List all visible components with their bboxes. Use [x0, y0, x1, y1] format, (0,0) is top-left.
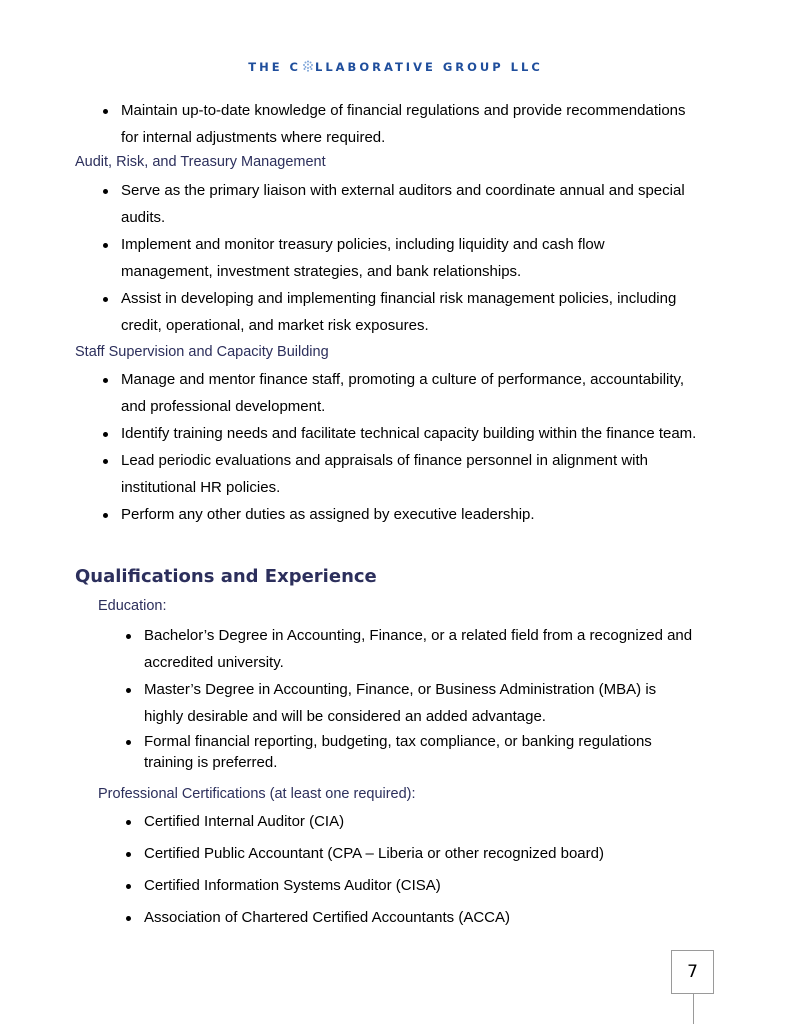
list-item — [121, 421, 696, 448]
bullet-icon — [126, 852, 131, 857]
list-item-text: audits. — [121, 208, 166, 226]
bullet-icon — [103, 243, 108, 248]
list-item-text: Lead periodic evaluations and appraisals of finance personnel in alignment with — [121, 452, 649, 469]
list-item — [144, 873, 441, 900]
list-item-text: Certified Public Accountant (CPA – Liberia or other recognized board) — [144, 845, 604, 862]
brand-name-left: THE C — [248, 60, 301, 74]
list-item-text: and professional development. — [121, 397, 326, 415]
list-item-text: Association of Chartered Certified Accountants (ACCA) — [144, 909, 510, 926]
list-item-text: highly desirable and will be considered an added advantage. — [144, 707, 546, 725]
list-item-text: Manage and mentor finance staff, promoting a culture of performance, accountability, — [121, 371, 685, 388]
list-item — [144, 905, 510, 932]
bullet-icon — [103, 109, 108, 114]
bullet-icon — [126, 916, 131, 921]
bullet-icon — [126, 884, 131, 889]
list-item — [121, 232, 605, 285]
list-item — [144, 623, 692, 676]
section-heading-staff: Staff Supervision and Capacity Building — [75, 344, 329, 360]
list-item-text: for internal adjustments where required. — [121, 128, 386, 146]
list-item-text: management, investment strategies, and bank relationships. — [121, 262, 522, 280]
list-item-text: training is preferred. — [144, 754, 278, 771]
bullet-icon — [103, 378, 108, 383]
list-item-text: credit, operational, and market risk exposures. — [121, 316, 429, 334]
list-item-text: Identify training needs and facilitate technical capacity building within the finance team. — [121, 425, 697, 442]
list-item-text: Maintain up-to-date knowledge of financial regulations and provide recommendations — [121, 102, 686, 119]
list-item-text: Formal financial reporting, budgeting, tax compliance, or banking regulations — [144, 733, 652, 750]
list-item — [121, 286, 676, 339]
bullet-icon — [103, 432, 108, 437]
bullet-icon — [103, 189, 108, 194]
list-item-text: Bachelor’s Degree in Accounting, Finance, or a related field from a recognized and — [144, 627, 693, 644]
page-number: 7 — [671, 950, 714, 994]
list-item-text: Master’s Degree in Accounting, Finance, or Business Administration (MBA) is — [144, 681, 657, 698]
list-item — [121, 502, 535, 529]
subsection-heading-education: Education: — [98, 598, 167, 614]
list-item-text: Serve as the primary liaison with external auditors and coordinate annual and special — [121, 182, 685, 199]
list-item-text: Implement and monitor treasury policies, including liquidity and cash flow — [121, 236, 605, 253]
list-item — [144, 841, 604, 868]
bullet-icon — [103, 297, 108, 302]
list-item-text: institutional HR policies. — [121, 478, 281, 496]
list-item-text: Certified Internal Auditor (CIA) — [144, 813, 345, 830]
document-header — [0, 60, 791, 74]
list-item-text: Assist in developing and implementing financial risk management policies, including — [121, 290, 677, 307]
list-item — [121, 367, 684, 420]
brand-name-right: LLABORATIVE GROUP LLC — [315, 60, 543, 74]
list-item-text: Certified Information Systems Auditor (CISA) — [144, 877, 441, 894]
list-item — [144, 677, 656, 730]
list-item — [144, 809, 344, 836]
bullet-icon — [126, 688, 131, 693]
bullet-icon — [126, 634, 131, 639]
page-number-divider — [693, 994, 694, 1024]
list-item — [144, 731, 652, 773]
bullet-icon — [126, 740, 131, 745]
section-heading-audit: Audit, Risk, and Treasury Management — [75, 154, 326, 170]
list-item-text: accredited university. — [144, 653, 284, 671]
section-title-qualifications: Qualifications and Experience — [75, 566, 377, 587]
list-item — [121, 98, 686, 151]
bullet-icon — [103, 459, 108, 464]
list-item-text: Perform any other duties as assigned by executive leadership. — [121, 506, 535, 523]
bullet-icon — [103, 513, 108, 518]
list-item — [121, 178, 685, 231]
globe-logo-icon — [302, 60, 314, 72]
bullet-icon — [126, 820, 131, 825]
list-item — [121, 448, 648, 501]
subsection-heading-certifications: Professional Certifications (at least one required): — [98, 786, 416, 802]
